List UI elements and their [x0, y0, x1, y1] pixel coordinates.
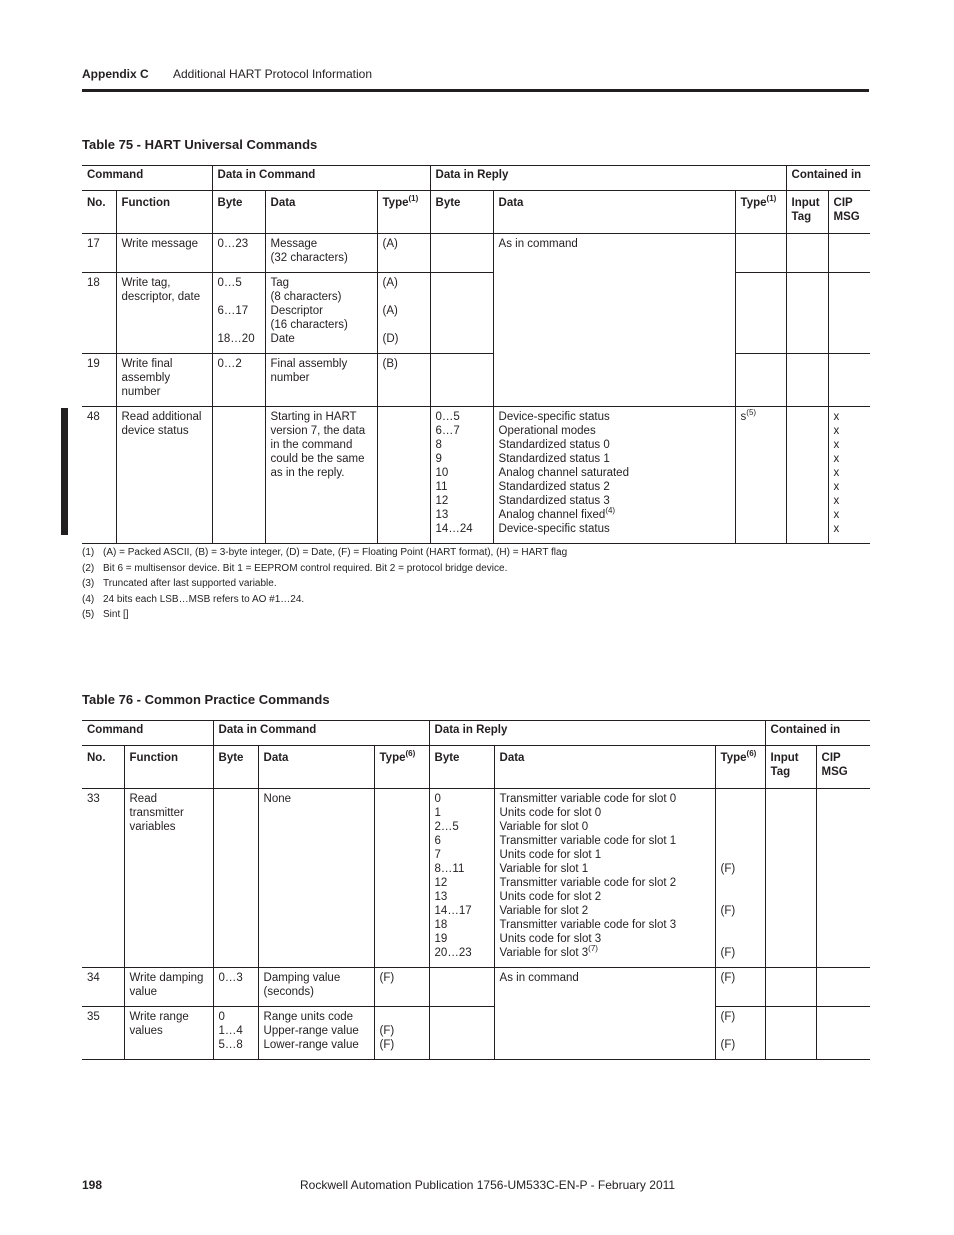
cell-reply-byte: 0 1 2…5 6 7 8…11 12 13 14…17 18 19 20…23 — [429, 789, 494, 968]
cell-no: 33 — [82, 789, 124, 968]
group-header-command: Command — [82, 166, 212, 191]
cell-reply-byte — [429, 968, 494, 1007]
table-row — [82, 407, 870, 544]
col-header-reply-data: Data — [493, 191, 735, 234]
footnote-number: (1) — [82, 547, 95, 558]
cell-type — [374, 789, 429, 968]
cell-cip-msg — [816, 789, 870, 968]
col-header-byte: Byte — [212, 191, 265, 234]
footnote-text: Truncated after last supported variable. — [103, 578, 277, 589]
cell-no: 17 — [82, 234, 116, 273]
footnote-ref: (4) — [605, 506, 616, 516]
group-header-data-in-reply: Data in Reply — [430, 166, 786, 191]
footnote — [82, 545, 567, 561]
type-value: s — [740, 411, 747, 423]
col-header-input-tag: Input Tag — [765, 746, 816, 789]
table-row — [82, 273, 870, 354]
reply-data-line: Device-specific status — [498, 523, 610, 535]
cell-reply-type — [735, 234, 786, 273]
table75 — [82, 165, 870, 544]
reply-data-line: Transmitter variable code for slot 1 — [499, 835, 677, 847]
footnote-number: (3) — [82, 578, 95, 589]
col-header-function: Function — [116, 191, 212, 234]
cell-cip-msg — [828, 354, 870, 407]
reply-data-line: Variable for slot 2 — [499, 905, 589, 917]
reply-data-line: Operational modes — [498, 425, 596, 437]
footnote-ref: (7) — [588, 944, 598, 954]
cell-type — [377, 407, 430, 544]
table-row — [82, 789, 870, 968]
reply-data-line: Standardized status 1 — [498, 453, 610, 465]
col-header-reply-byte: Byte — [430, 191, 493, 234]
publication-info: Rockwell Automation Publication 1756-UM533C-EN-P - February 2011 — [300, 1178, 676, 1192]
reply-data-line: Units code for slot 3 — [499, 933, 602, 945]
cell-data: Damping value (seconds) — [258, 968, 374, 1007]
cell-data: Final assembly number — [265, 354, 377, 407]
cell-reply-byte — [430, 354, 493, 407]
reply-data-line: Standardized status 3 — [498, 495, 610, 507]
cell-function: Read transmitter variables — [124, 789, 213, 968]
cell-type: (A) (A) (D) — [377, 273, 430, 354]
cell-data: None — [258, 789, 374, 968]
footnote — [82, 607, 567, 623]
footnote-ref: (1) — [766, 194, 777, 204]
cell-data: Starting in HART version 7, the data in the command could be the same as in the reply. — [265, 407, 377, 544]
footnote-text: 24 bits each LSB…MSB refers to AO #1…24. — [103, 593, 305, 605]
footnote-text: (A) = Packed ASCII, (B) = 3-byte integer, (D) = Date, (F) = Floating Point (HART format), (H) = HART flag — [103, 547, 568, 558]
section-title: Additional HART Protocol Information — [173, 67, 372, 81]
col-header-data: Data — [265, 191, 377, 234]
cell-cip-msg — [828, 234, 870, 273]
type-label: Type — [720, 752, 747, 764]
cell-input-tag — [786, 407, 828, 544]
cell-reply-byte — [430, 234, 493, 273]
cell-reply-data — [493, 407, 735, 544]
cell-no: 48 — [82, 407, 116, 544]
cell-input-tag — [765, 1007, 816, 1060]
cell-cip-msg — [816, 968, 870, 1007]
reply-data-line: Units code for slot 0 — [499, 807, 602, 819]
table76-title: Table 76 - Common Practice Commands — [82, 692, 330, 707]
table76 — [82, 720, 870, 1060]
cell-function: Write range values — [124, 1007, 213, 1060]
cell-data: Tag (8 characters) Descriptor (16 characters) Date — [265, 273, 377, 354]
col-header-input-tag: Input Tag — [786, 191, 828, 234]
cell-byte: 0…3 — [213, 968, 258, 1007]
cell-type: (A) — [377, 234, 430, 273]
col-header-type — [377, 191, 430, 234]
footnote — [82, 576, 567, 592]
cell-reply-type — [735, 273, 786, 354]
table-row — [82, 1007, 870, 1060]
cell-byte: 0 1…4 5…8 — [213, 1007, 258, 1060]
cell-data: Message (32 characters) — [265, 234, 377, 273]
cell-type: (F) — [374, 968, 429, 1007]
col-header-cip-msg: CIP MSG — [828, 191, 870, 234]
reply-data-line: Units code for slot 1 — [499, 849, 602, 861]
cell-cip-msg — [816, 1007, 870, 1060]
cell-function: Write damping value — [124, 968, 213, 1007]
reply-data-line: Standardized status 0 — [498, 439, 610, 451]
col-header-no: No. — [82, 746, 124, 789]
group-header-contained-in: Contained in — [765, 721, 870, 746]
col-header-reply-type — [715, 746, 765, 789]
footnote-text: Bit 6 = multisensor device. Bit 1 = EEPROM control required. Bit 2 = protocol bridge device. — [103, 562, 508, 574]
table-row — [82, 968, 870, 1007]
cell-reply-type — [735, 354, 786, 407]
cell-reply-byte — [430, 273, 493, 354]
cell-no: 35 — [82, 1007, 124, 1060]
cell-reply-type — [735, 407, 786, 544]
cell-reply-type: (F) (F) (F) — [715, 789, 765, 968]
cell-no: 18 — [82, 273, 116, 354]
cell-function: Write message — [116, 234, 212, 273]
col-header-function: Function — [124, 746, 213, 789]
col-header-reply-data: Data — [494, 746, 715, 789]
col-header-cip-msg: CIP MSG — [816, 746, 870, 789]
type-label: Type — [740, 197, 767, 209]
cell-reply-data: As in command — [494, 968, 715, 1060]
cell-input-tag — [765, 789, 816, 968]
reply-data-line: Units code for slot 2 — [499, 891, 602, 903]
col-header-type — [374, 746, 429, 789]
reply-data-line: Device-specific status — [498, 411, 610, 423]
reply-data-line — [500, 946, 710, 960]
footnote-text: Sint [] — [103, 609, 129, 620]
cell-function: Write final assembly number — [116, 354, 212, 407]
reply-data-line: Standardized status 2 — [498, 481, 610, 493]
col-header-reply-type — [735, 191, 786, 234]
footnote-ref: (5) — [746, 408, 757, 418]
reply-data-line: Transmitter variable code for slot 2 — [499, 877, 677, 889]
cell-no: 19 — [82, 354, 116, 407]
cell-byte: 0…23 — [212, 234, 265, 273]
footnote-number: (2) — [82, 562, 95, 574]
table75-title: Table 75 - HART Universal Commands — [82, 137, 318, 152]
cell-byte — [212, 407, 265, 544]
reply-data-line: Analog channel saturated — [498, 467, 629, 479]
cell-input-tag — [786, 234, 828, 273]
page-number: 198 — [82, 1178, 103, 1192]
reply-data-text: Analog channel fixed — [498, 509, 606, 521]
cell-input-tag — [786, 354, 828, 407]
footnote — [82, 561, 567, 577]
cell-byte: 0…5 6…17 18…20 — [212, 273, 265, 354]
cell-reply-data: As in command — [493, 234, 735, 407]
type-label: Type — [379, 752, 406, 764]
cell-reply-byte — [429, 1007, 494, 1060]
reply-data-line: Transmitter variable code for slot 0 — [499, 793, 677, 805]
cell-cip-msg: x x x x x x x x x — [828, 407, 870, 544]
cell-reply-byte: 0…5 6…7 8 9 10 11 12 13 14…24 — [430, 407, 493, 544]
reply-data-line — [499, 508, 730, 522]
side-marker-bar — [61, 408, 68, 535]
cell-type: (B) — [377, 354, 430, 407]
group-header-command: Command — [82, 721, 213, 746]
footnote-number: (4) — [82, 593, 95, 605]
table-row — [82, 354, 870, 407]
cell-byte: 0…2 — [212, 354, 265, 407]
cell-cip-msg — [828, 273, 870, 354]
reply-data-text: Variable for slot 3 — [499, 947, 589, 959]
col-header-reply-byte: Byte — [429, 746, 494, 789]
cell-data: Range units code Upper-range value Lower-range value — [258, 1007, 374, 1060]
group-header-data-in-reply: Data in Reply — [429, 721, 765, 746]
reply-data-line: Variable for slot 1 — [499, 863, 589, 875]
group-header-contained-in: Contained in — [786, 166, 870, 191]
footnotes — [82, 545, 567, 623]
cell-function: Write tag, descriptor, date — [116, 273, 212, 354]
cell-function: Read additional device status — [116, 407, 212, 544]
cell-reply-data — [494, 789, 715, 968]
cell-reply-type: (F) — [715, 968, 765, 1007]
cell-type: (F) (F) — [374, 1007, 429, 1060]
cell-input-tag — [765, 968, 816, 1007]
group-header-data-in-command: Data in Command — [213, 721, 429, 746]
type-label: Type — [382, 197, 409, 209]
col-header-byte: Byte — [213, 746, 258, 789]
cell-byte — [213, 789, 258, 968]
header-rule — [82, 89, 869, 92]
footnote-ref: (1) — [408, 194, 419, 204]
reply-data-line: Variable for slot 0 — [499, 821, 589, 833]
appendix-label: Appendix C — [82, 67, 149, 81]
footnote-number: (5) — [82, 609, 95, 620]
footnote-ref: (6) — [405, 749, 416, 759]
footnote-ref: (6) — [746, 749, 757, 759]
footnote — [82, 592, 567, 608]
cell-input-tag — [786, 273, 828, 354]
group-header-data-in-command: Data in Command — [212, 166, 430, 191]
cell-reply-type: (F) (F) — [715, 1007, 765, 1060]
col-header-data: Data — [258, 746, 374, 789]
reply-data-line: Transmitter variable code for slot 3 — [499, 919, 677, 931]
cell-no: 34 — [82, 968, 124, 1007]
table-row — [82, 234, 870, 273]
col-header-no: No. — [82, 191, 116, 234]
